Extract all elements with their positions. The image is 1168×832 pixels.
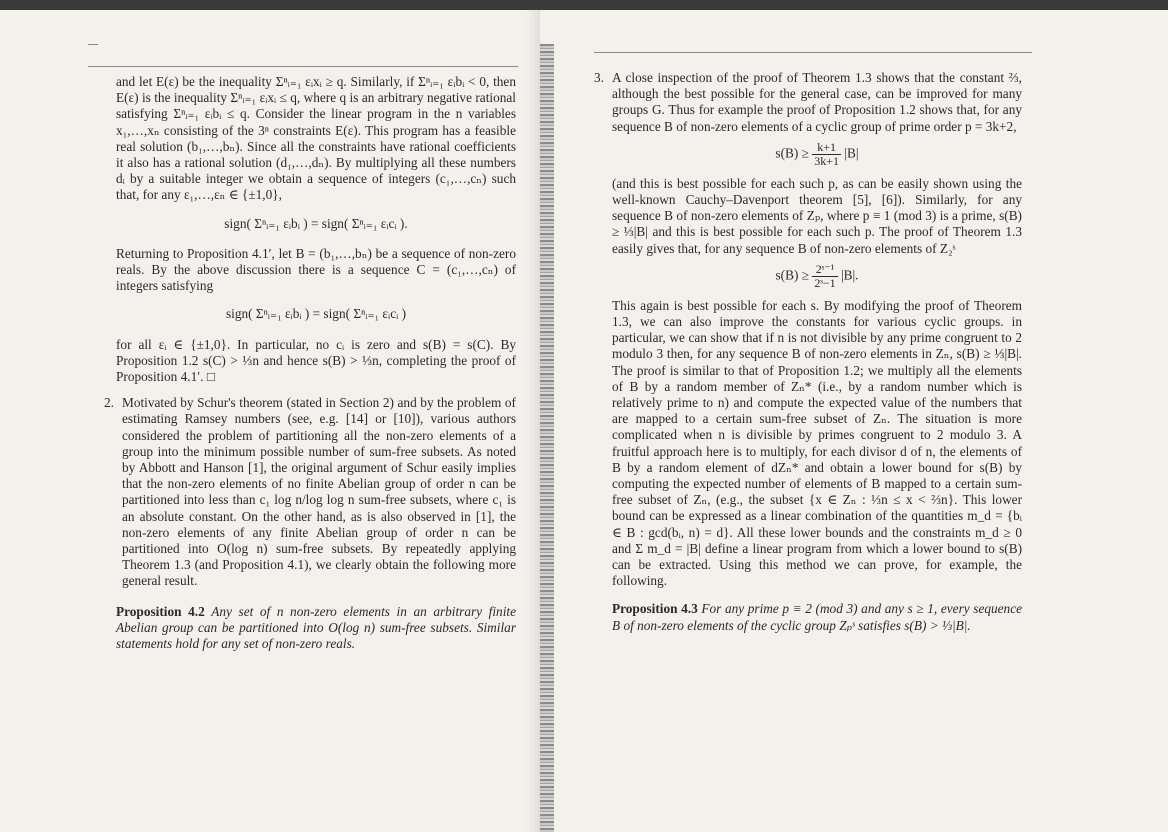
eq3-numerator: k+1	[812, 141, 841, 155]
right-page-header-rule	[594, 52, 1032, 53]
eq3-lhs: s(B) ≥	[775, 145, 809, 161]
remark-2	[104, 395, 516, 589]
remark-2-number: 2.	[104, 395, 114, 411]
eq4-denominator: 2ˢ−1	[814, 275, 836, 290]
equation-sign-2: sign( Σⁿᵢ₌₁ εᵢbᵢ ) = sign( Σⁿᵢ₌₁ εᵢcᵢ )	[225, 306, 407, 322]
equation-bound-z2s	[612, 263, 1022, 290]
eq3-rhs: |B|	[844, 145, 859, 161]
remark-2-text: Motivated by Schur's theorem (stated in Section 2) and by the problem of estimating Ramsey numbers (see, e.g. [14] or [10]), various authors considered the problem of partitioning all the non-zero elements of a group into the minimum possible number of sum-free subsets. As noted by Abbott and Hanson [1], the original argument of Schur easily implies that the non-zero elements of no finite Abelian group of order n can be partitioned into less than c₁ log n/log log n sum-free subsets, where c₁ is an absolute constant. On the other hand, as is also observed in [1], the non-zero elements of any finite Abelian group of order n can be partitioned into O(log n) sum-free subsets. By repeatedly applying Theorem 1.3 (and Proposition 4.1), we clearly obtain the following more general result.	[122, 395, 516, 589]
paragraph-returning: Returning to Proposition 4.1′, let B = (b₁,…,bₙ) be a sequence of non-zero reals. By the above discussion there is a sequence C = (c₁,…,cₙ) of integers satisfying	[116, 245, 516, 294]
remark-3	[594, 70, 1022, 135]
proposition-4-2-statement: Any set of n non-zero elements in an arbitrary finite Abelian group can be partitioned into O(log n) sum-free subsets. Similar statements hold for any set of non-zero reals.	[116, 603, 516, 652]
eq4-fraction	[812, 263, 837, 290]
proposition-4-3-title: Proposition 4.3	[612, 601, 702, 617]
paragraph-modifying-proof: This again is best possible for each s. By modifying the proof of Theorem 1.3, we can also improve the constants for various cyclic groups. in particular, we can show that if n is not divisible by any prime congruent to 2 modulo 3 then, for any sequence B of non-zero elements in Zₙ, s(B) ≥ ⅓|B|. The proof is similar to that of Proposition 1.2; we multiply all the elements of B by a random member of Zₙ* (i.e., by a random number which is relatively prime to n) and compute the expected value of the numbers that are mapped to a certain sum-free subset of Zₙ. The situation is more complicated when n is divisible by primes congruent to 2 modulo 3. A fruitful approach here is to multiply, for each divisor d of n, the elements of B by a random element of dZₙ* and obtain a lower bound for s(B) by computing the expected number of elements of B mapped to a certain sum-free subset of Zₙ, (e.g., the subset {x ∈ Zₙ : ⅓n ≤ x < ⅔n}. This lower bound can be expressed as a linear combination of the quantities m_d = {bᵢ ∈ B : gcd(bᵢ, n) = d}. All these lower bounds and the constraints m_d ≥ 0 and Σ m_d = |B| define a linear program from which a lower bound to s(B) can be extracted. Using this method we can prove, for example, the following.	[612, 297, 1022, 589]
paragraph-proof-continuation: and let E(ε) be the inequality Σⁿᵢ₌₁ εᵢxᵢ ≥ q. Similarly, if Σⁿᵢ₌₁ εᵢbᵢ < 0, then E(ε) is the inequality Σⁿᵢ₌₁ εᵢxᵢ ≤ q, where q is an arbitrary negative rational satisfying Σⁿᵢ₌₁ εᵢbᵢ ≤ q. Consider the linear program in the n variables x₁,…,xₙ consisting of the 3ⁿ constraints E(ε). This program has a feasible real solution (b₁,…,bₙ). Since all the constraints have rational coefficients it also has a rational solution (d₁,…,dₙ). By multiplying all these numbers dᵢ by a suitable integer we obtain a sequence of integers (c₁,…,cₙ) such that, for any ε₁,…,εₙ ∈ {±1,0},	[116, 74, 516, 203]
margin-mark	[88, 44, 98, 45]
remark-3-number: 3.	[594, 70, 604, 85]
eq3-denominator: 3k+1	[814, 153, 840, 168]
page-fold-shadow	[526, 10, 540, 832]
right-page-column	[594, 70, 1022, 634]
proposition-4-2-title: Proposition 4.2	[116, 603, 212, 619]
book-binding-gutter	[540, 44, 554, 832]
paragraph-cauchy-davenport: (and this is best possible for each such p, as can be easily shown using the well-known Cauchy–Davenport theorem [5], [6]). Similarly, for any sequence B of non-zero elements of Zₚ, where p ≡ 1 (mod 3) is a prime, s(B) ≥ ⅓|B| and this is best possible for each such p. The proof of Theorem 1.3 easily gives that, for any sequence B of non-zero elements of Z₂ˢ	[612, 175, 1022, 256]
left-page-header-rule	[88, 66, 518, 67]
proposition-4-3	[612, 601, 1022, 633]
equation-sign-1: sign( Σⁿᵢ₌₁ εᵢbᵢ ) = sign( Σⁿᵢ₌₁ εᵢcᵢ ).	[224, 215, 408, 231]
scan-top-edge	[0, 0, 1168, 10]
equation-bound-cyclic	[612, 141, 1022, 168]
proposition-4-2	[116, 604, 516, 653]
eq4-numerator: 2ˢ⁻¹	[812, 263, 837, 277]
eq4-rhs: |B|.	[840, 267, 859, 283]
eq4-lhs: s(B) ≥	[775, 267, 809, 283]
left-page-column	[104, 74, 516, 652]
remark-3-text: A close inspection of the proof of Theorem 1.3 shows that the constant ⅔, although the best possible for the general case, can be improved for many groups G. Thus for example the proof of Proposition 1.2 shows that, for any sequence B of non-zero elements of a cyclic group of prime order p = 3k+2,	[612, 70, 1022, 134]
eq3-fraction	[812, 141, 841, 168]
proposition-4-3-statement: For any prime p ≡ 2 (mod 3) and any s ≥ 1, every sequence B of non-zero elements of the cyclic group Zₚˢ satisfies s(B) > ⅓|B|.	[612, 601, 1022, 633]
paragraph-proof-end: for all εᵢ ∈ {±1,0}. In particular, no cᵢ is zero and s(B) = s(C). By Proposition 1.2 s(C) > ⅓n and hence s(B) > ⅓n, completing the proof of Proposition 4.1′. □	[116, 336, 516, 385]
